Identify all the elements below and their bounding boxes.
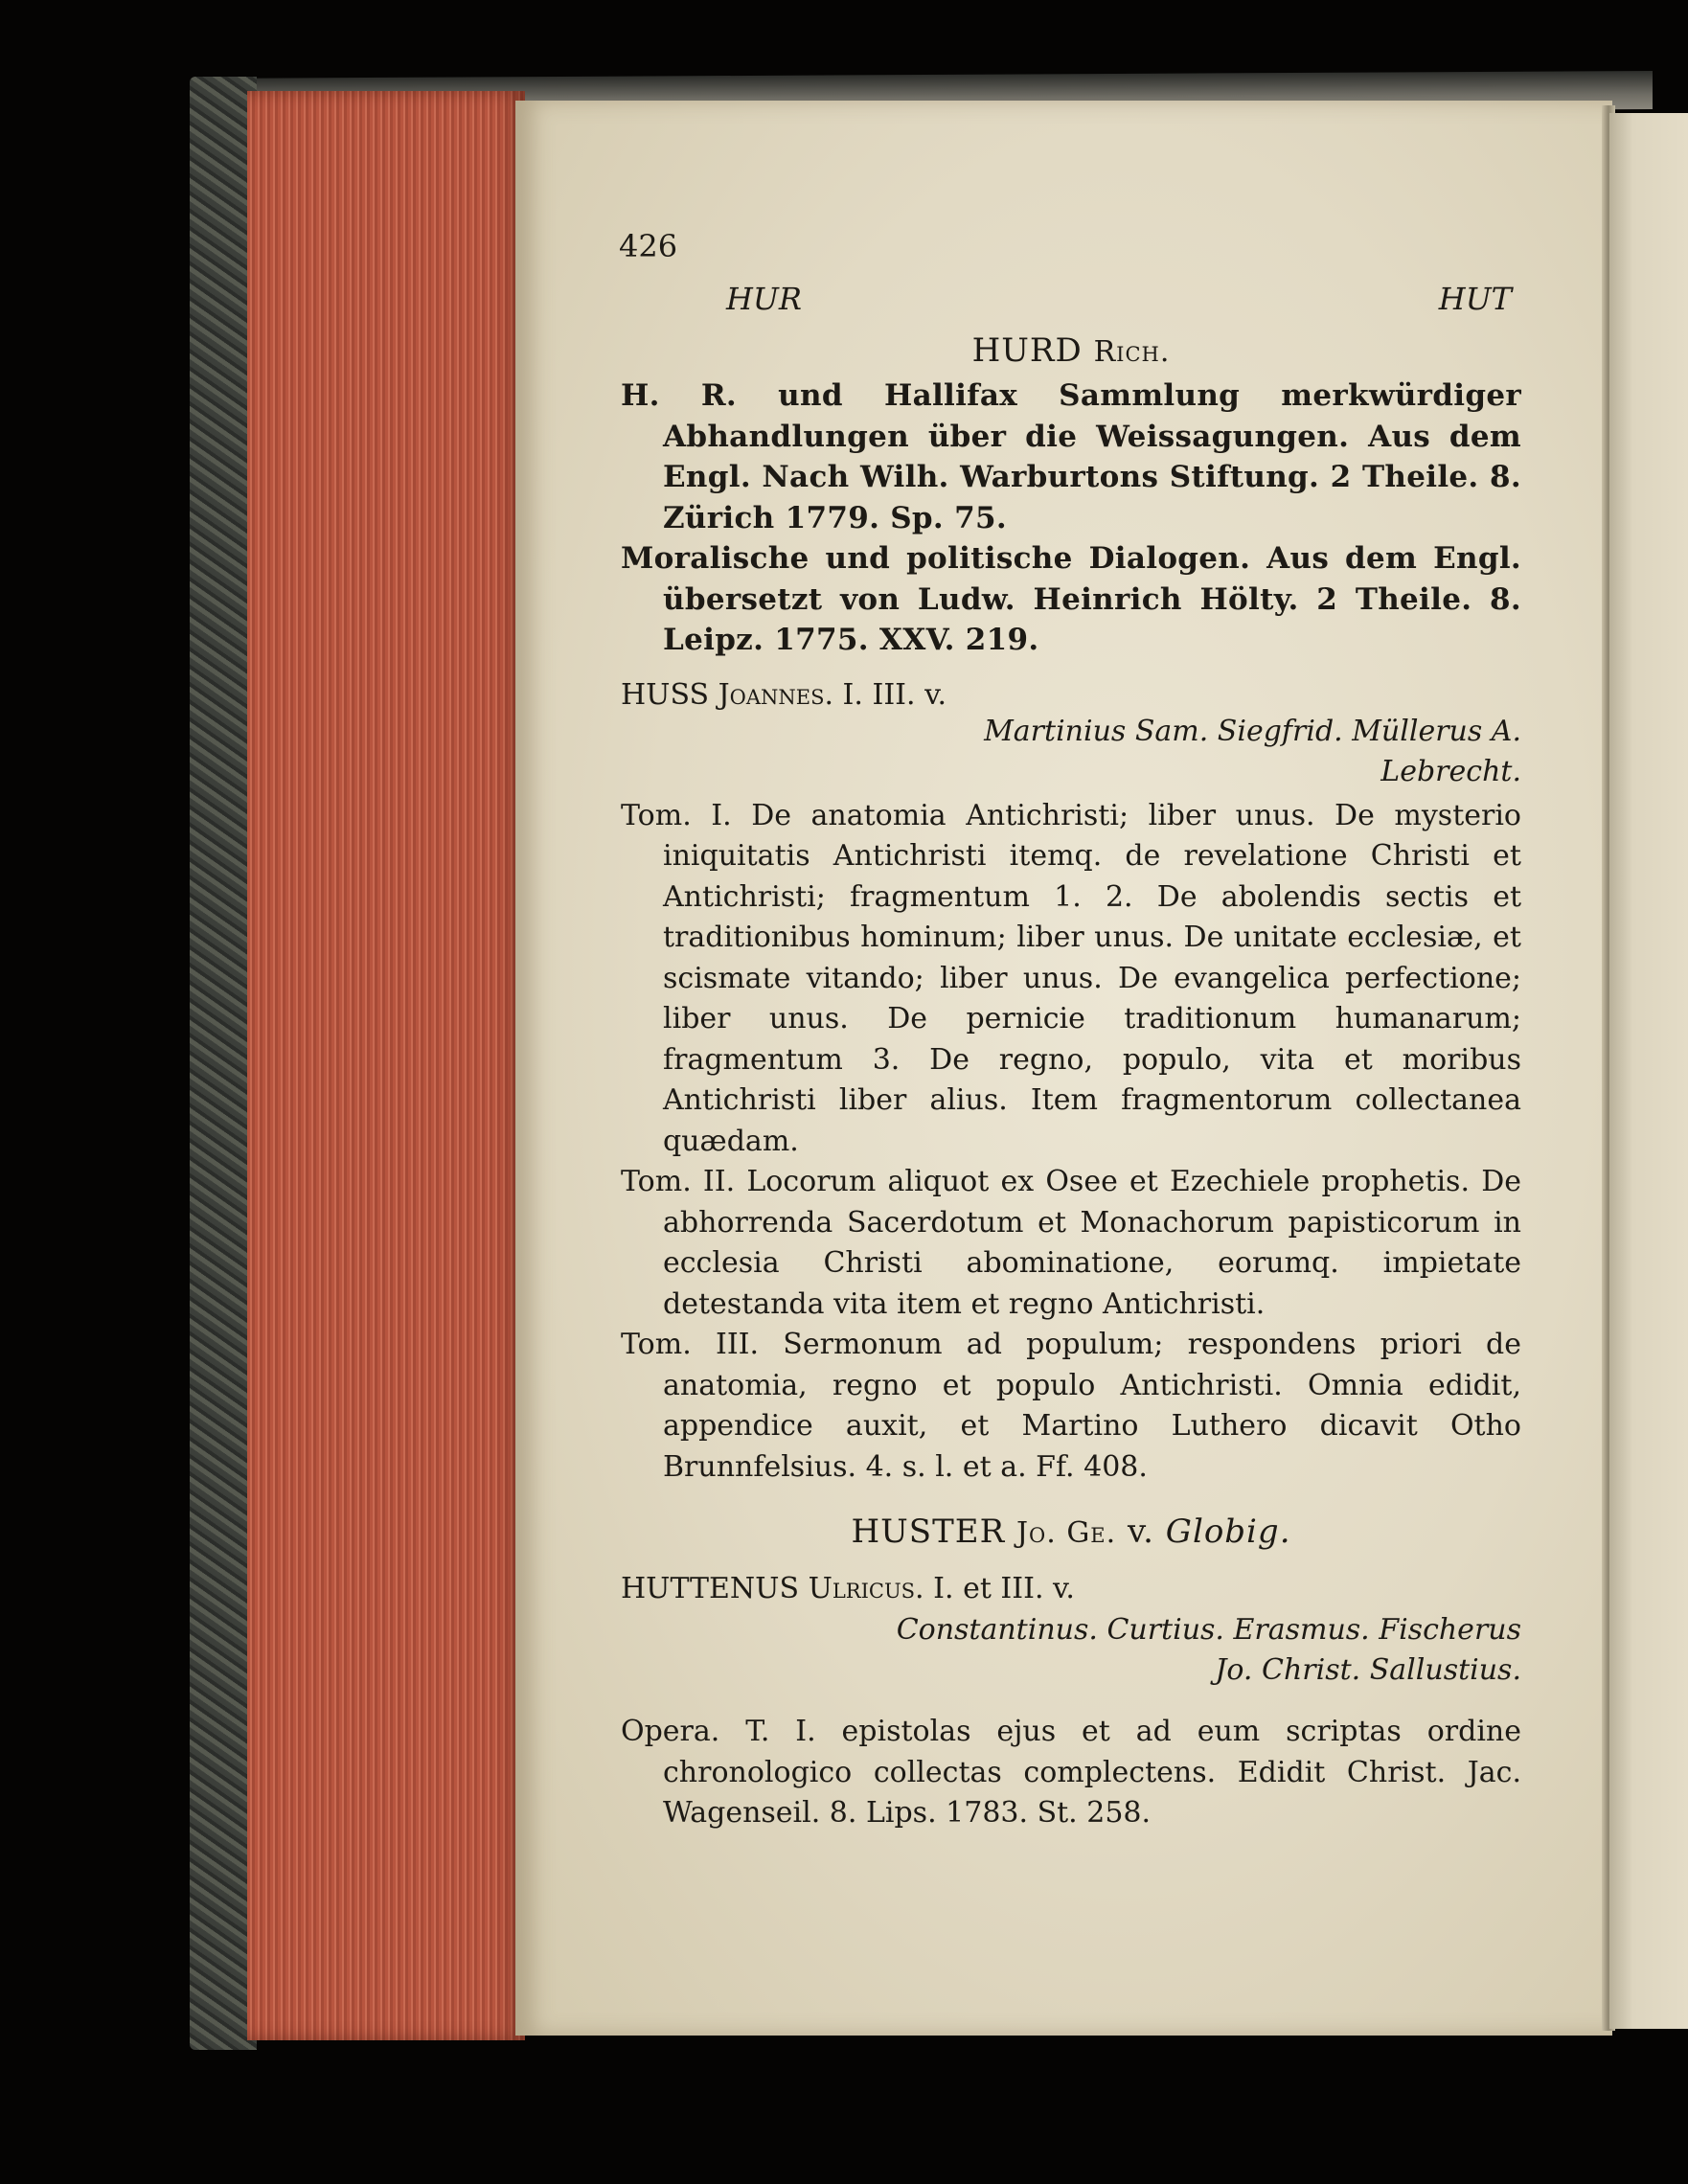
- bib-entry: Tom. II. Locorum aliquot ex Osee et Ezechiele prophetis. De abhorrenda Sacerdotum et Monachorum papisticorum in ecclesia Christi abominatione, eorumq. impietate detestanda vita item et regno Antichristi.: [621, 1165, 1521, 1321]
- author-given-name: Joannes.: [718, 677, 833, 712]
- bib-entry: H. R. und Hallifax Sammlung merkwürdiger Abhandlungen über die Weissagungen. Aus dem Engl. Nach Wilh. Warburtons Stiftung. 2 Theile. 8. Zürich 1779. Sp. 75.: [621, 378, 1521, 535]
- cross-references: Constantinus. Curtius. Erasmus. Fischerus Jo. Christ. Sallustius.: [896, 1613, 1521, 1687]
- running-head-left: HUR: [726, 281, 802, 317]
- author-name: HUSS: [621, 677, 710, 712]
- running-head-right: HUT: [1438, 281, 1512, 317]
- bib-entry: Tom. I. De anatomia Antichristi; liber unus. De mysterio iniquitatis Antichristi itemq. de revelatione Christi et Antichristi; fragmentum 1. 2. De abolendis sectis et traditionibus hominum; liber unus. De unitate ecclesiæ, et scismate vitando; liber unus. De evangelica perfectione; liber unus. De pernicie traditionum humanarum; fragmentum 3. De regno, populo, vita et moribus Antichristi liber alius. Item fragmentorum collectanea quædam.: [621, 798, 1521, 1158]
- author-name: HUSTER: [851, 1513, 1006, 1551]
- bib-entry: Tom. III. Sermonum ad populum; respondens priori de anatomia, regno et populo Antichristi. Omnia edidit, appendice auxit, et Martino Luthero dicavit Otho Brunnfelsius. 4. s. l. et a. Ff. 408.: [621, 1328, 1521, 1484]
- page-number: 426: [619, 228, 678, 264]
- cross-reference: Globig.: [1165, 1513, 1291, 1551]
- author-reference: I. et III. v.: [933, 1572, 1075, 1605]
- bib-entry: Moralische und politische Dialogen. Aus dem Engl. übersetzt von Ludw. Heinrich Hölty. 2 Theile. 8. Leipz. 1775. XXV. 219.: [621, 541, 1521, 657]
- author-heading-huster: [621, 1513, 1521, 1551]
- author-name: HUTTENUS: [621, 1572, 800, 1605]
- bib-entry: Opera. T. I. epistolas ejus et ad eum scriptas ordine chronologico collectas complectens. Edidit Christ. Jac. Wagenseil. 8. Lips. 1783. St. 258.: [621, 1715, 1521, 1830]
- page-block-red-edges: [247, 91, 525, 2040]
- author-heading-huss: [621, 678, 1521, 712]
- facing-page: [1609, 113, 1688, 2029]
- cross-references: Martinius Sam. Siegfrid. Müllerus A. Lebrecht.: [984, 714, 1521, 788]
- author-name: HURD: [971, 331, 1083, 370]
- author-reference: v.: [1127, 1513, 1154, 1551]
- author-given-name: Ulricus.: [808, 1572, 924, 1605]
- author-given-name: Jo. Ge.: [1016, 1516, 1117, 1550]
- author-heading-huttenus: [621, 1568, 1521, 1610]
- page-text: [621, 228, 1521, 1834]
- author-reference: I. III. v.: [842, 677, 947, 712]
- page-header: [621, 228, 1521, 324]
- author-heading-hurd: [621, 331, 1521, 370]
- author-given-name: Rich.: [1093, 335, 1171, 369]
